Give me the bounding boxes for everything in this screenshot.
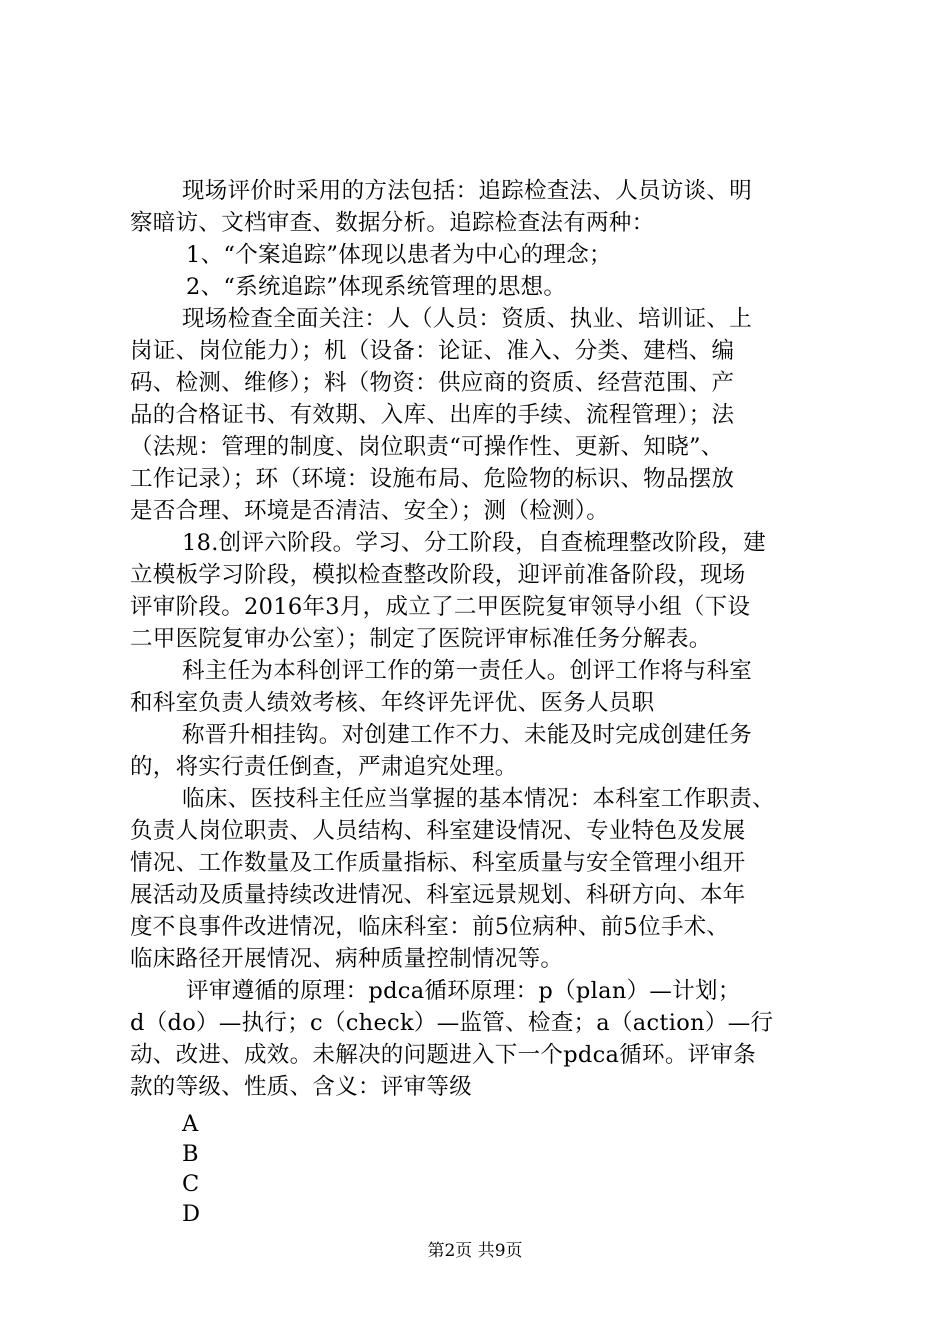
text-line: 展活动及质量持续改进情况、科室远景规划、科研方向、本年: [130, 882, 746, 908]
grade-item: C: [182, 1171, 200, 1197]
text-line: 评审遵循的原理：pdca循环原理：p（plan）—计划；: [186, 978, 741, 1004]
paragraph-six-stages: [130, 527, 830, 655]
page-number: 第2页 共9页: [427, 1241, 523, 1261]
text-line: 负责人岗位职责、人员结构、科室建设情况、专业特色及发展: [130, 818, 746, 844]
text-line: 立模板学习阶段，模拟检查整改阶段，迎评前准备阶段，现场: [130, 562, 746, 588]
text-line: 工作记录）；环（环境：设施布局、危险物的标识、物品摆放: [130, 466, 735, 492]
paragraph-pdca: [130, 975, 830, 1103]
text-line: （法规：管理的制度、岗位职责“可操作性、更新、知晓”、: [130, 434, 724, 460]
text-line: 临床路径开展情况、病种质量控制情况等。: [130, 946, 564, 972]
text-line: 码、检测、维修）；料（物资：供应商的资质、经营范围、产: [130, 370, 735, 396]
text-line: 是否合理、环境是否清洁、安全）；测（检测）。: [130, 498, 610, 524]
paragraph-methods: [130, 175, 830, 239]
text-line: 二甲医院复审办公室）；制定了医院评审标准任务分解表。: [130, 626, 712, 652]
text-line: 察暗访、文档审查、数据分析。追踪检查法有两种：: [130, 210, 655, 236]
text-line: 现场评价时采用的方法包括：追踪检查法、人员访谈、明: [182, 178, 753, 204]
grade-item: D: [182, 1201, 201, 1227]
text-line: 和科室负责人绩效考核、年终评先评优、医务人员职: [130, 690, 655, 716]
paragraph-system-tracking: [130, 271, 830, 303]
text-line: 品的合格证书、有效期、入库、出库的手续、流程管理）；法: [130, 402, 735, 428]
grade-list: [130, 1109, 830, 1229]
text-line: 的，将实行责任倒查，严肃追究处理。: [130, 754, 518, 780]
paragraph-onsite-focus: [130, 303, 830, 527]
paragraph-accountability: [130, 719, 830, 783]
text-line: 现场检查全面关注：人（人员：资质、执业、培训证、上: [182, 306, 753, 332]
text-line: 1、“个案追踪”体现以患者为中心的理念；: [186, 242, 612, 268]
text-line: 临床、医技科主任应当掌握的基本情况：本科室工作职责、: [182, 786, 775, 812]
text-line: 评审阶段。2016年3月，成立了二甲医院复审领导小组（下设: [130, 594, 751, 620]
text-line: 款的等级、性质、含义：评审等级: [130, 1074, 473, 1100]
text-line: 岗证、岗位能力）；机（设备：论证、准入、分类、建档、编: [130, 338, 735, 364]
grade-item: B: [182, 1141, 199, 1167]
text-line: d（do）—执行；c（check）—监管、检查；a（action）—行: [130, 1010, 774, 1036]
text-line: 2、“系统追踪”体现系统管理的思想。: [186, 274, 567, 300]
text-line: 度不良事件改进情况，临床科室：前5位病种、前5位手术、: [130, 914, 730, 940]
document-body: [130, 175, 830, 1229]
text-line: 情况、工作数量及工作质量指标、科室质量与安全管理小组开: [130, 850, 746, 876]
text-line: 称晋升相挂钩。对创建工作不力、未能及时完成创建任务: [182, 722, 753, 748]
paragraph-case-tracking: [130, 239, 830, 271]
paragraph-director-knowledge: [130, 783, 830, 975]
text-line: 科主任为本科创评工作的第一责任人。创评工作将与科室: [182, 658, 753, 684]
grade-item: A: [182, 1111, 199, 1137]
text-line: 动、改进、成效。未解决的问题进入下一个pdca循环。评审条: [130, 1042, 757, 1068]
paragraph-responsibility: [130, 655, 830, 719]
text-line: 18.创评六阶段。学习、分工阶段，自查梳理整改阶段，建: [182, 530, 766, 556]
